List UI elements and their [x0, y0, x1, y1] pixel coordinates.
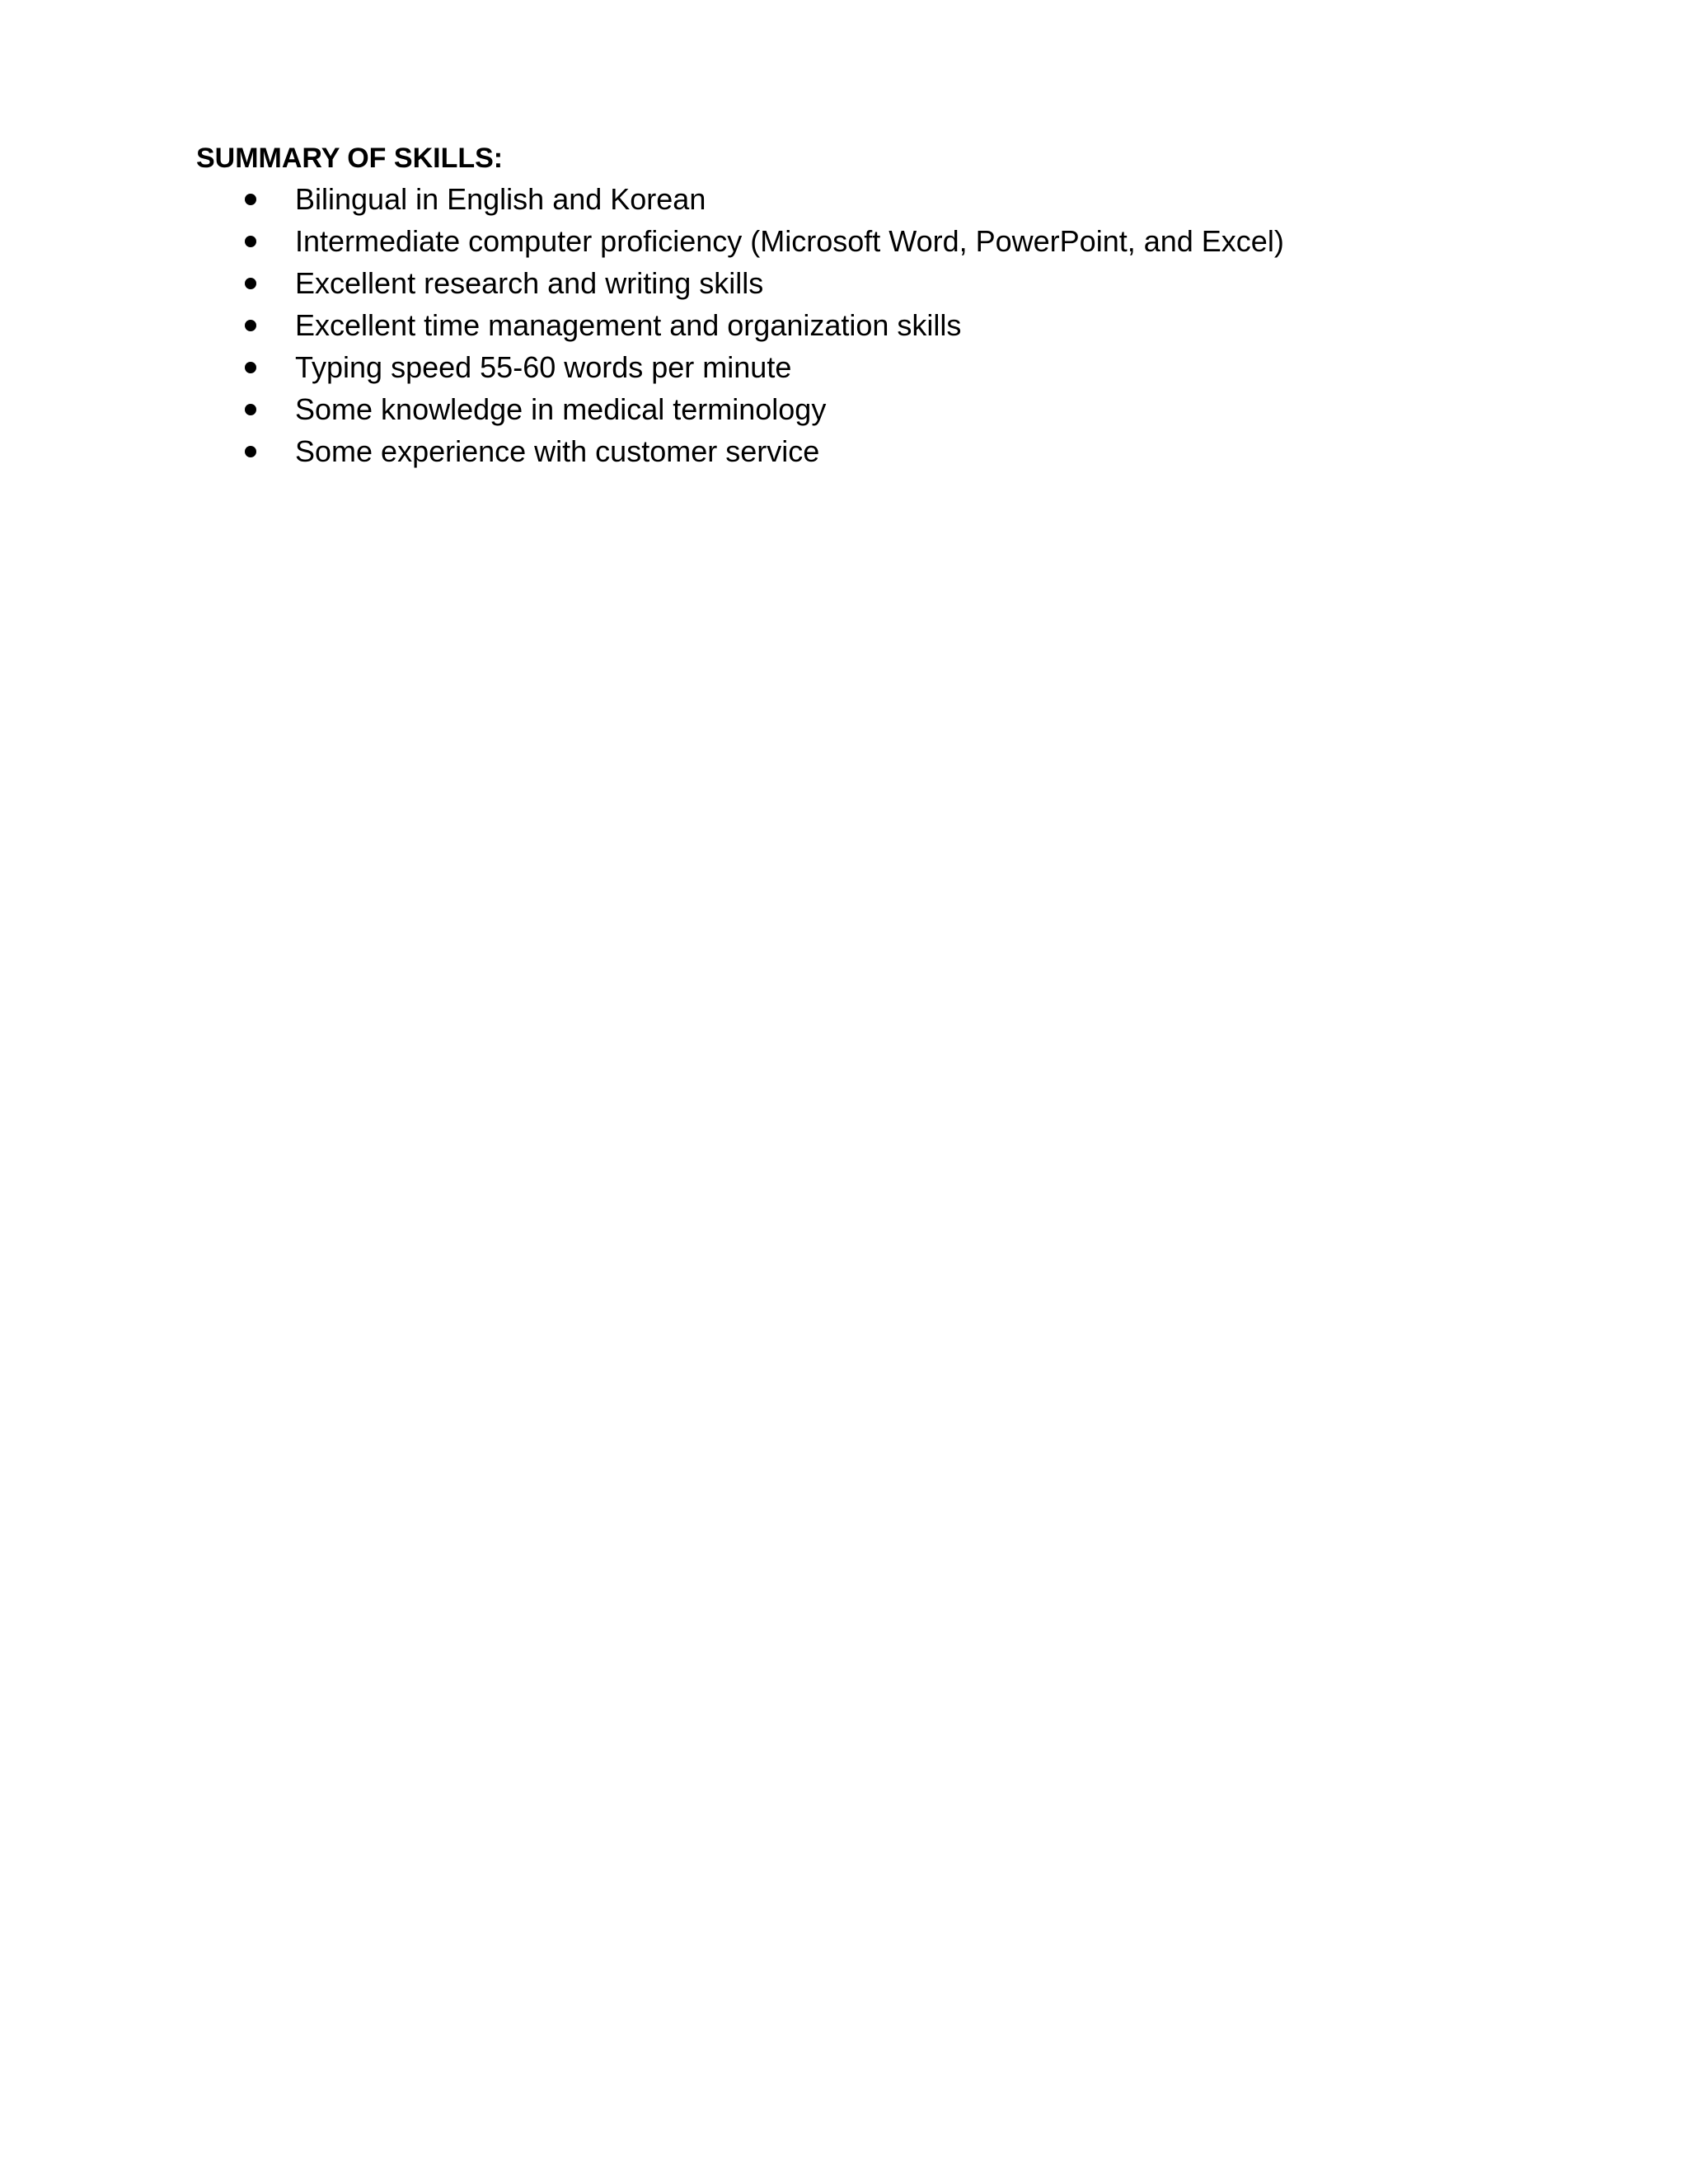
- skills-list: [196, 178, 1597, 472]
- skill-item: [196, 346, 1597, 388]
- skills-section: [196, 138, 1597, 472]
- skill-text: Bilingual in English and Korean: [295, 182, 706, 216]
- skill-text: Excellent time management and organization skills: [295, 308, 962, 342]
- section-heading: SUMMARY OF SKILLS:: [196, 143, 504, 174]
- skill-text: Excellent research and writing skills: [295, 266, 764, 300]
- bullet-icon: [245, 194, 256, 205]
- skill-text: Typing speed 55-60 words per minute: [295, 350, 792, 384]
- skill-item: [196, 178, 1597, 220]
- skill-item: [196, 304, 1597, 346]
- bullet-icon: [245, 404, 256, 415]
- skill-item: [196, 220, 1597, 262]
- skill-item: [196, 430, 1597, 472]
- skill-text: Some experience with customer service: [295, 434, 820, 468]
- skill-text: Some knowledge in medical terminology: [295, 392, 827, 426]
- skill-text: Intermediate computer proficiency (Microsoft Word, PowerPoint, and Excel): [295, 224, 1284, 258]
- bullet-icon: [245, 236, 256, 247]
- bullet-icon: [245, 320, 256, 331]
- bullet-icon: [245, 446, 256, 457]
- bullet-icon: [245, 278, 256, 289]
- skill-item: [196, 388, 1597, 430]
- bullet-icon: [245, 362, 256, 373]
- skill-item: [196, 262, 1597, 304]
